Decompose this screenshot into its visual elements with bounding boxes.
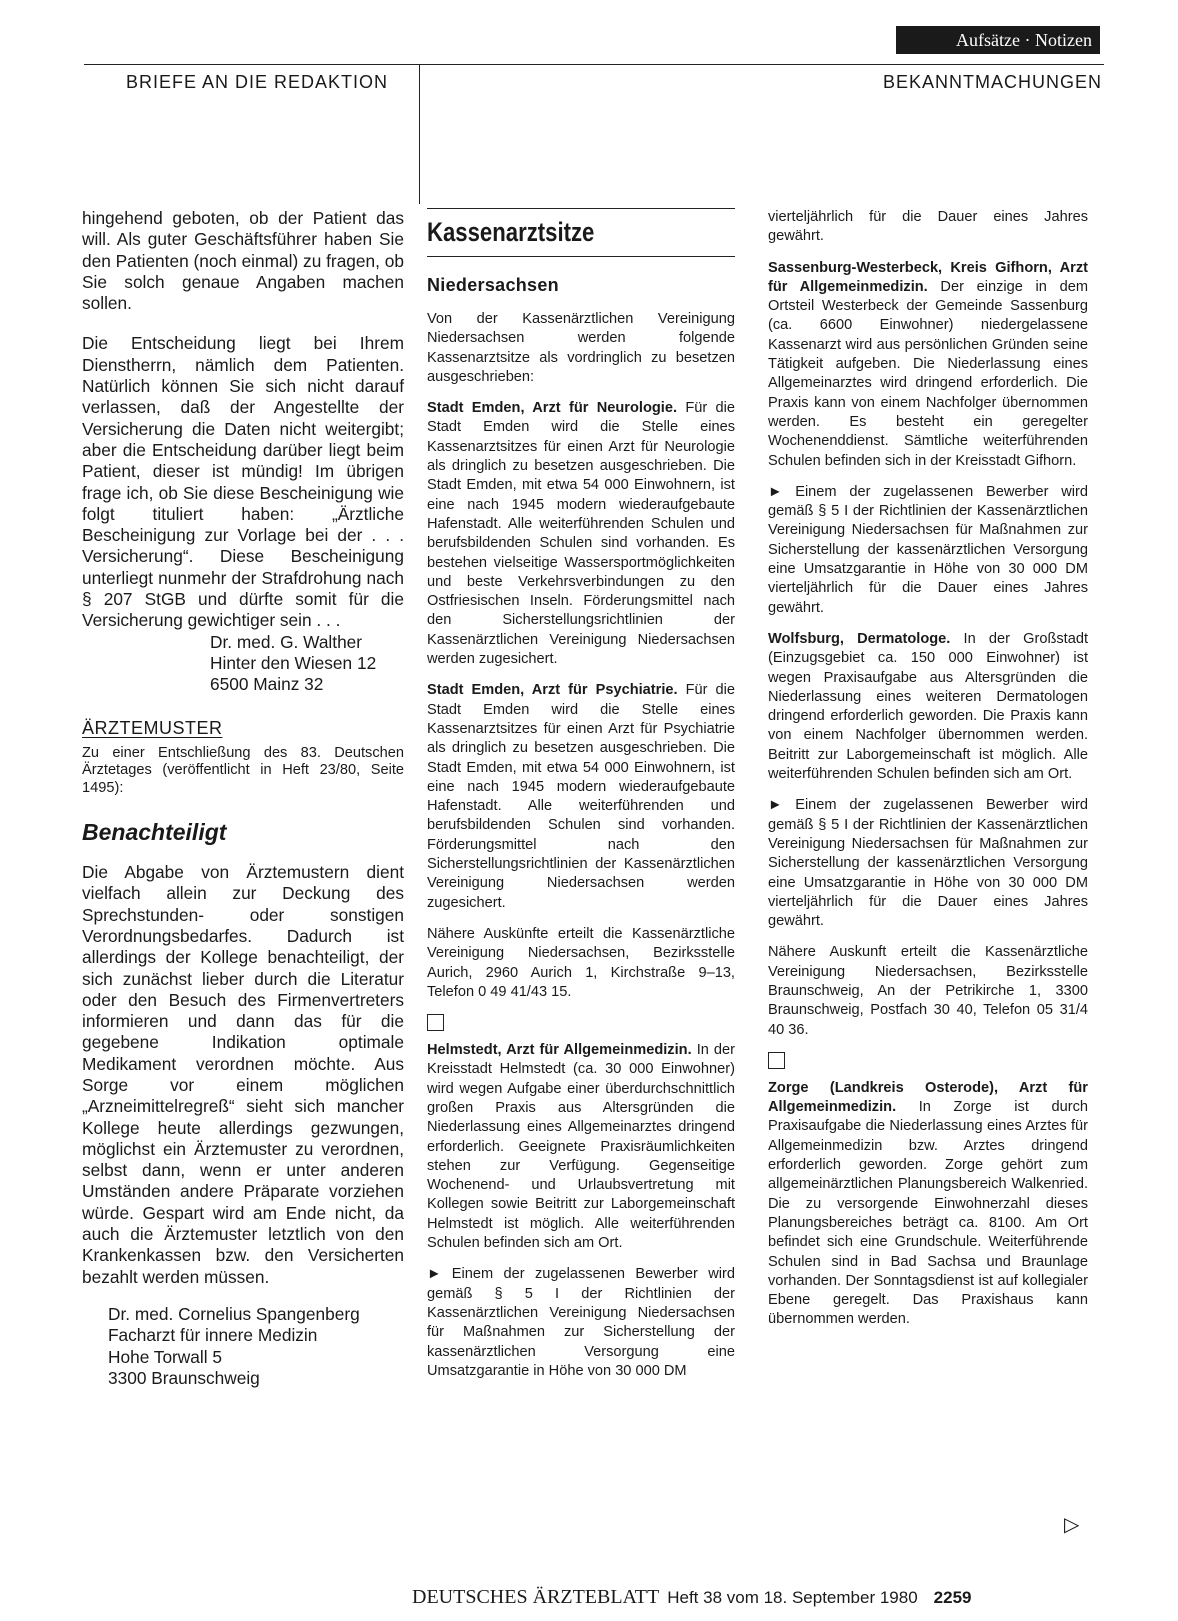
entry-body: In Zorge ist durch Praxisaufgabe die Niederlassung eines Arztes für Allgemeinmedizin bzw. Arztes dringend erforderlich geworden. Zorge gehört zum allgemeinärztlichen Planungsbereich Walkenried. Die zu versorgende Einwohnerzahl dieses Planungsbereiches beträgt ca. 8100. Am Ort befindet sich eine Grundschule. Weiterführende Schulen sind in Bad Sachsa und Braunlage vorhanden. Der Sonntagsdienst ist auf kollegialer Ebene geregelt. Das Praxishaus kann übernommen werden.: [768, 1099, 1088, 1328]
entry-heading: Stadt Emden, Arzt für Psychiatrie.: [427, 682, 678, 699]
contact-info: Nähere Auskünfte erteilt die Kassenärztliche Vereinigung Niedersachsen, Bezirksstelle Aurich, 2960 Aurich 1, Kirchstraße 9–13, Telefon 0 49 41/43 15.: [427, 925, 735, 1000]
signature-line: Hinter den Wiesen 12: [210, 652, 377, 673]
signature-line: 3300 Braunschweig: [108, 1367, 260, 1388]
entry-heading: Zorge (Landkreis Osterode), Arzt für Allgemeinmedizin.: [768, 1079, 1088, 1116]
letter-signature: [108, 1304, 404, 1389]
letter-signature: [210, 632, 404, 696]
page-number: 2259: [933, 1588, 972, 1607]
issue-info: Heft 38 vom 18. September 1980: [667, 1588, 918, 1607]
entry-heading: Sassenburg-Westerbeck, Kreis Gifhorn, Arzt für Allgemeinmedizin.: [768, 259, 1088, 295]
announcement-entry: [427, 399, 735, 669]
entry-body: In der Großstadt (Einzugsgebiet ca. 150 000 Einwohner) ist wegen Praxisaufgabe aus Altersgründen die Niederlassung eines weiteren Dermatologen dringend erforderlich geworden. Die Praxis kann von einem Nachfolger übernommen werden. Beitritt zur Laborgemeinschaft ist möglich. Alle weiterführenden Schulen befinden sich am Ort.: [768, 630, 1088, 783]
title-rule: [427, 256, 735, 257]
separator-box: [768, 1052, 785, 1069]
journal-name: DEUTSCHES ÄRZTEBLATT: [412, 1586, 660, 1608]
signature-line: Facharzt für innere Medizin: [108, 1325, 318, 1346]
letters-column: [82, 208, 404, 1389]
entry-heading: Stadt Emden, Arzt für Neurologie.: [427, 400, 677, 417]
signature-line: Dr. med. Cornelius Spangenberg: [108, 1303, 360, 1324]
letter-paragraph: Die Abgabe von Ärztemustern dient vielfach allein zur Deckung des Sprechstunden- oder sonstigen Verordnungsbedarfes. Dadurch ist allerdings der Kollege benachteiligt, der sich zunächst lieber durch die Literatur oder den Besuch des Firmenvertreters informieren und dann das für die gegebene Indikation optimale Medikament verordnen möchte. Aus Sorge vor einem möglichen „Arzneimittelregreß“ sieht sich mancher Kollege heute allerdings gezwungen, möglichst ein Ärztemuster zu verordnen, selbst dann, wenn er unter anderen Umständen andere Präparate vorziehen würde. Gespart wird am Ende nicht, da auch die Ärztemuster letztlich von den Krankenkassen bzw. den Versicherten bezahlt werden müssen.: [82, 862, 404, 1287]
continued-text: vierteljährlich für die Dauer eines Jahres gewährt.: [768, 209, 1088, 245]
announcements-column-1: [427, 208, 735, 1381]
separator-box: [427, 1014, 444, 1031]
letter-paragraph: Die Entscheidung liegt bei Ihrem Dienstherrn, nämlich dem Patienten. Natürlich können Sie sich nicht darauf verlassen, daß der Angestellte der Versicherung die Daten nicht weitergibt; aber die Entscheidung darüber liegt beim Patient, dieser ist mündig! Im übrigen frage ich, ob Sie diese Bescheinigung wie folgt tituliert haben: „Ärztliche Bescheinigung zur Vorlage bei der . . . Versicherung“. Diese Bescheinigung unterliegt nunmehr der Strafdrohung nach § 207 StGB und dürfte somit für die Versicherung gewichtiger sein . . .: [82, 333, 404, 631]
announcement-entry: [768, 1079, 1088, 1330]
entry-body: Der einzige in dem Ortsteil Westerbeck der Gemeinde Sassenburg (ca. 6600 Einwohner) niedergelassene Kassenarzt wird aus persönlichen Gründen seine Tätigkeit aufgeben. Die Niederlassung eines Allgemeinarztes wird dringend erforderlich. Die Praxis kann von einem Nachfolger übernommen werden. Es besteht ein geregelter Wochenenddienst. Sämtliche weiterführenden Schulen befinden sich in der Kreisstadt Gifhorn.: [768, 278, 1088, 469]
letter-title: Benachteiligt: [82, 819, 227, 846]
signature-line: Dr. med. G. Walther: [210, 631, 363, 652]
contact-info: Nähere Auskunft erteilt die Kassenärztliche Vereinigung Niedersachsen, Bezirksstelle Braunschweig, An der Petrikirche 1, 3300 Braunschweig, Postfach 30 40, Telefon 05 31/4 40 36.: [768, 944, 1088, 1038]
section-badge: Aufsätze · Notizen: [896, 26, 1100, 54]
announcement-title: Kassenarztsitze: [427, 217, 595, 247]
page-footer: [412, 1586, 971, 1609]
guarantee-note: ► Einem der zugelassenen Bewerber wird gemäß § 5 I der Richtlinien der Kassenärztlichen Vereinigung Niedersachsen für Maßnahmen zur Sicherstellung der kassenärztlichen Versorgung eine Umsatzgarantie in Höhe von 30 000 DM vierteljährlich für die Dauer eines Jahres gewährt.: [768, 483, 1088, 616]
entry-body: In der Kreisstadt Helmstedt (ca. 30 000 Einwohner) wird wegen Aufgabe einer überdurchschnittlich großen Praxis aus Altersgründen die Niederlassung eines Allgemeinarztes dringend erforderlich. Geeignete Praxisräumlichkeiten stehen zur Verfügung. Gegenseitige Wochenend- und Urlaubsvertretung mit Kollegen sowie Beitritt zur Laborgemeinschaft Helmstedt ist möglich. Alle weiterführenden Schulen befinden sich am Ort.: [427, 1042, 735, 1252]
entry-heading: Helmstedt, Arzt für Allgemeinmedizin.: [427, 1042, 692, 1059]
letter-paragraph: hingehend geboten, ob der Patient das will. Als guter Geschäftsführer haben Sie den Patienten (noch einmal) zu fragen, ob Sie solch genaue Angaben machen sollen.: [82, 208, 404, 314]
announcements-column-2: [768, 208, 1088, 1330]
announcement-entry: [427, 1041, 735, 1253]
announcement-intro: Von der Kassenärztlichen Vereinigung Niedersachsen werden folgende Kassenarztsitze als vordringlich zu besetzen ausgeschrieben:: [427, 311, 735, 385]
guarantee-note: ► Einem der zugelassenen Bewerber wird gemäß § 5 I der Richtlinien der Kassenärztlichen Vereinigung Niedersachsen für Maßnahmen zur Sicherstellung der kassenärztlichen Versorgung eine Umsatzgarantie in Höhe von 30 000 DM vierteljährlich für die Dauer eines Jahres gewährt.: [768, 797, 1088, 930]
continue-arrow-icon: ▷: [1064, 1514, 1080, 1536]
column-divider: [419, 64, 420, 204]
guarantee-note: ► Einem der zugelassenen Bewerber wird gemäß § 5 I der Richtlinien der Kassenärztlichen Vereinigung Niedersachsen für Maßnahmen zur Sicherstellung der kassenärztlichen Versorgung eine Umsatzgarantie in Höhe von 30 000 DM: [427, 1266, 735, 1379]
title-rule: [427, 208, 735, 209]
section-header-left: BRIEFE AN DIE REDAKTION: [126, 72, 389, 92]
announcement-entry: [768, 259, 1088, 471]
entry-body: Für die Stadt Emden wird die Stelle eines Kassenarztsitzes für einen Arzt für Psychiatrie als dringlich zu besetzen ausgeschrieben. Die Stadt Emden, mit etwa 54 000 Einwohnern, ist eine nach 1945 modern wiederaufgebaute Hafenstadt. Alle weiterführenden und berufsbildenden Schulen sind vorhanden. Förderungsmittel nach den Sicherstellungsrichtlinien der Kassenärztlichen Vereinigung Niedersachsen werden zugesichert.: [427, 682, 736, 911]
entry-heading: Wolfsburg, Dermatologe.: [768, 630, 951, 647]
section-heading: ÄRZTEMUSTER: [82, 717, 223, 738]
section-header-right: BEKANNTMACHUNGEN: [882, 72, 1102, 92]
signature-line: 6500 Mainz 32: [210, 674, 324, 695]
entry-body: Für die Stadt Emden wird die Stelle eines Kassenarztsitzes für einen Arzt für Neurologie als dringlich zu besetzen ausgeschrieben. Die Stadt Emden, mit etwa 54 000 Einwohnern, ist eine nach 1945 modern wiederaufgebaute Hafenstadt. Alle weiterführenden Schulen und berufsbildenden Schulen sind vorhanden. Es bestehen vielseitige Wassersportmöglichkeiten und beste Verkehrsverbindungen zu den Ostfriesischen Inseln. Förderungsmittel nach den Sicherstellungsrichtlinien der Kassenärztlichen Vereinigung Niedersachsen werden zugesichert.: [427, 400, 735, 668]
header-rule: [84, 64, 1104, 65]
section-intro: Zu einer Entschließung des 83. Deutschen Ärztetages (veröffentlicht in Heft 23/80, Seite 1495):: [82, 744, 404, 796]
signature-line: Hohe Torwall 5: [108, 1346, 222, 1367]
region-heading: Niedersachsen: [427, 275, 559, 295]
announcement-entry: [768, 630, 1088, 784]
announcement-entry: [427, 681, 735, 913]
